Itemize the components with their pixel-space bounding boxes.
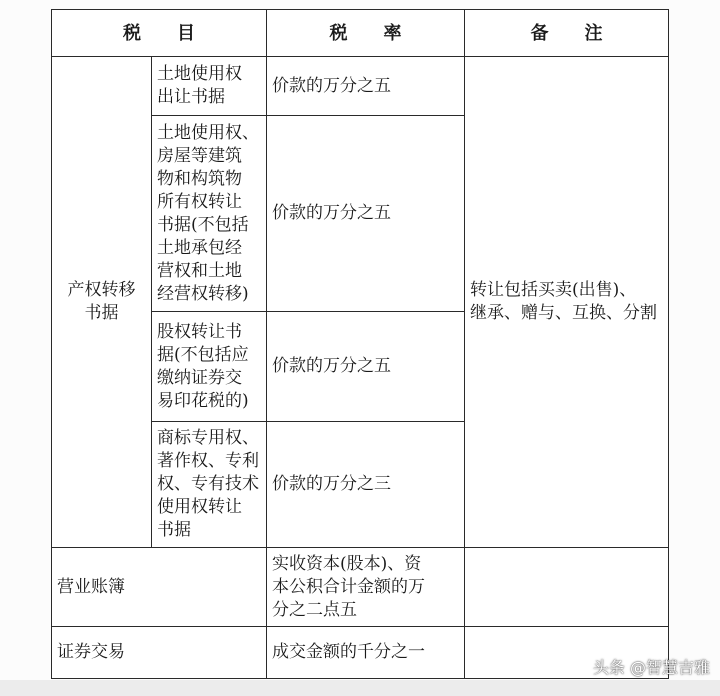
- rate-cell: 实收资本(股本)、资 本公积合计金额的万 分之二点五: [267, 548, 465, 627]
- header-tax-rate: 税 率: [267, 10, 465, 57]
- rate-cell: 价款的万分之五: [267, 312, 465, 422]
- sub-item-equity-transfer: 股权转让书 据(不包括应 缴纳证券交 易印花税的): [152, 312, 267, 422]
- rate-cell: 成交金额的千分之一: [267, 627, 465, 679]
- bottom-band: [0, 680, 720, 696]
- item-business-books: 营业账簿: [52, 548, 267, 627]
- table-row: [52, 548, 669, 627]
- header-remarks: 备 注: [465, 10, 669, 57]
- table-header-row: [52, 10, 669, 57]
- remarks-property-transfer: 转让包括买卖(出售)、 继承、赠与、互换、分割: [465, 57, 669, 548]
- sub-item-land-building-transfer: 土地使用权、 房屋等建筑 物和构筑物 所有权转让 书据(不包括 土地承包经 营权和土地 经营权转移): [152, 116, 267, 312]
- sub-item-land-use-grant: 土地使用权 出让书据: [152, 57, 267, 116]
- rate-cell: 价款的万分之五: [267, 116, 465, 312]
- remarks-cell: [465, 548, 669, 627]
- item-securities-trading: 证券交易: [52, 627, 267, 679]
- rate-cell: 价款的万分之五: [267, 57, 465, 116]
- watermark: 头条 @智慧吉雅: [592, 658, 710, 677]
- header-tax-item: 税 目: [52, 10, 267, 57]
- category-property-transfer: 产权转移 书据: [52, 57, 152, 548]
- table-row: [52, 627, 669, 679]
- table-row: [52, 57, 669, 116]
- rate-cell: 价款的万分之三: [267, 422, 465, 548]
- stamp-tax-table: [51, 9, 669, 679]
- sub-item-ip-transfer: 商标专用权、 著作权、专利 权、专有技术 使用权转让 书据: [152, 422, 267, 548]
